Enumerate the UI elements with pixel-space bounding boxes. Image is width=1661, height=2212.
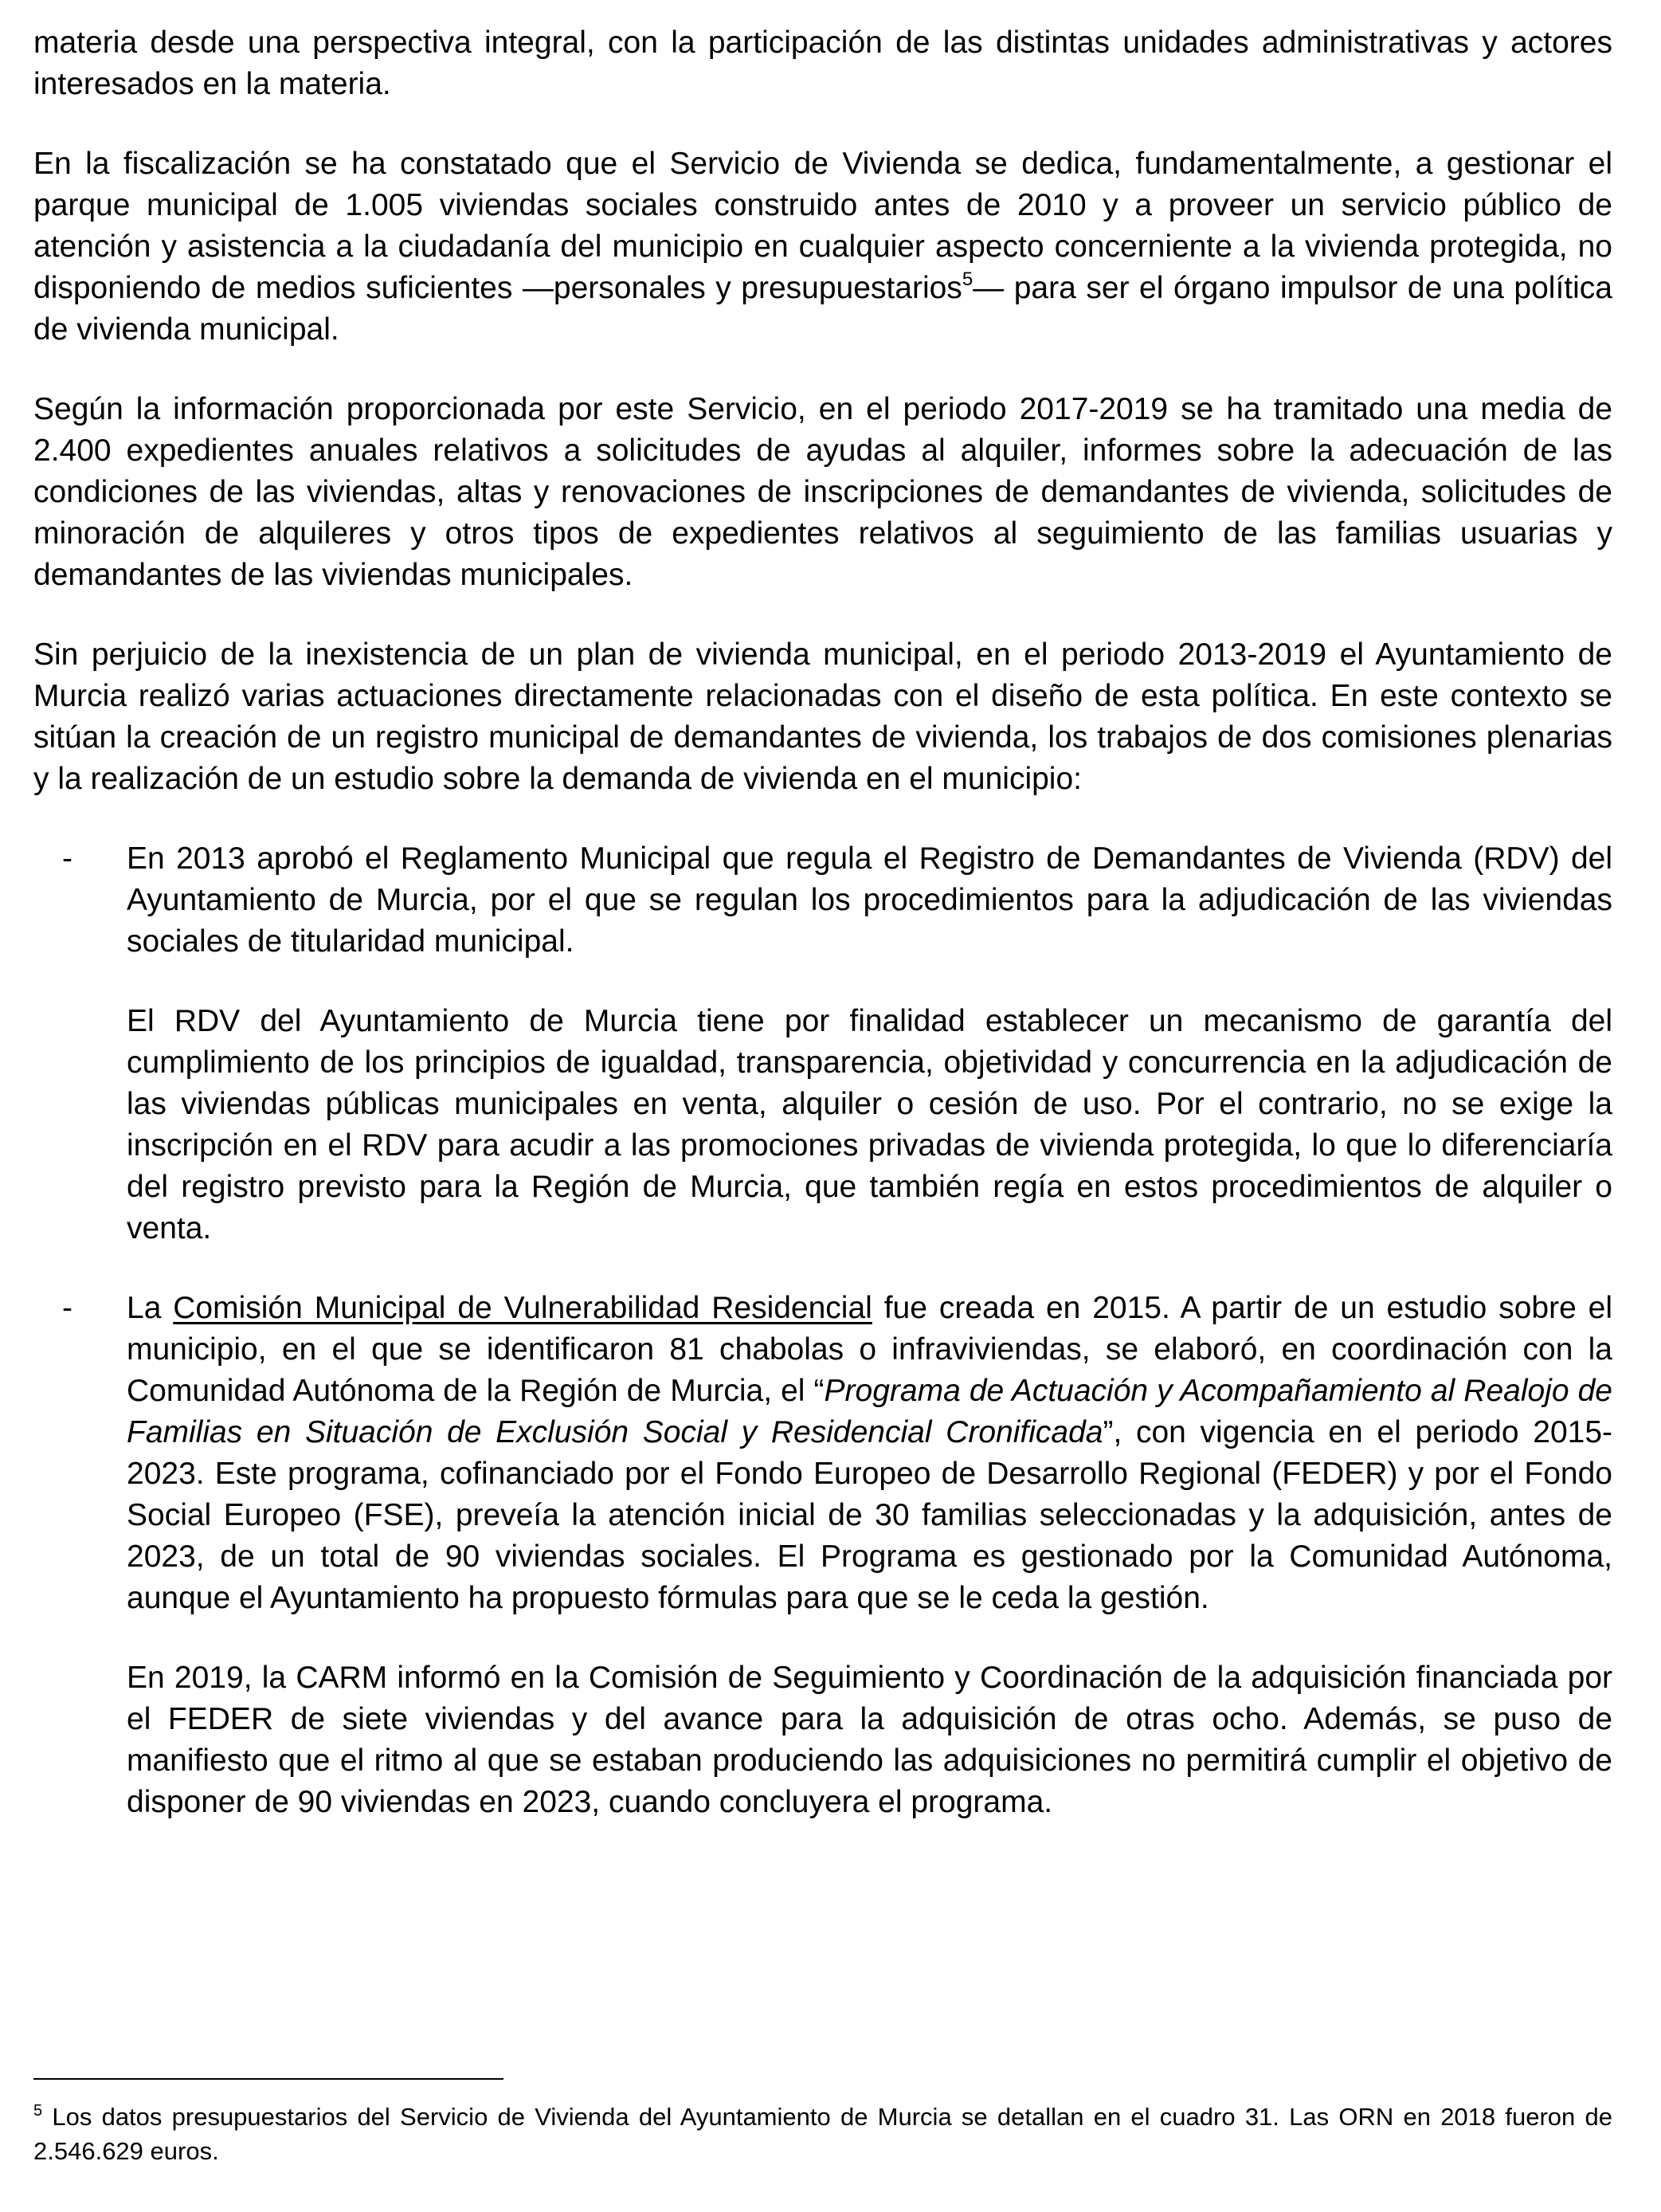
paragraph-4: Sin perjuicio de la inexistencia de un plan de vivienda municipal, en el periodo 2013-2019 el Ayuntamiento de Murcia realizó varias actuaciones directamente relacionadas con el diseño de esta política. En este contexto se sitúan la creación de un registro municipal de demandantes de vivienda, los trabajos de dos comisiones plenarias y la realización de un estudio sobre la demanda de vivienda en el municipio:: [33, 637, 1612, 796]
comision-link[interactable]: Comisión Municipal de Vulnerabilidad Residencial: [173, 1291, 872, 1325]
list-dash: -: [62, 1291, 72, 1325]
document-body: [33, 22, 1612, 1823]
list-item-comision-text: [127, 1288, 1612, 1619]
list-item-rdv: [33, 838, 1612, 1249]
list-item-comision-mid: fue creada en 2015. A partir de un estudio sobre el municipio, en el que se identificaron 81 chabolas o infraviviendas, se elaboró, en coordinación con la Comunidad Autónoma de la Región de Murcia, el “: [127, 1291, 1612, 1408]
list-item-rdv-continuation: El RDV del Ayuntamiento de Murcia tiene por finalidad establecer un mecanismo de garantía del cumplimiento de los principios de igualdad, transparencia, objetividad y concurrencia en la adjudicación de las viviendas públicas municipales en venta, alquiler o cesión de uso. Por el contrario, no se exige la inscripción en el RDV para acudir a las promociones privadas de vivienda protegida, lo que lo diferenciaría del registro previsto para la Región de Murcia, que también regía en estos procedimientos de alquiler o venta.: [127, 1004, 1612, 1245]
programa-title: Programa de Actuación y Acompañamiento al Realojo de Familias en Situación de Exclusión Social y Residencial Cronificada: [127, 1374, 1612, 1449]
paragraph-3: Según la información proporcionada por este Servicio, en el periodo 2017-2019 se ha tramitado una media de 2.400 expedientes anuales relativos a solicitudes de ayudas al alquiler, informes sobre la adecuación de las condiciones de las viviendas, altas y renovaciones de inscripciones de demandantes de vivienda, solicitudes de minoración de alquileres y otros tipos de expedientes relativos al seguimiento de las familias usuarias y demandantes de las viviendas municipales.: [33, 392, 1612, 592]
list-item-comision-continuation: En 2019, la CARM informó en la Comisión de Seguimiento y Coordinación de la adquisición financiada por el FEDER de siete viviendas y del avance para la adquisición de otras ocho. Además, se puso de manifiesto que el ritmo al que se estaban produciendo las adquisiciones no permitirá cumplir el objetivo de disponer de 90 viviendas en 2023, cuando concluyera el programa.: [127, 1661, 1612, 1819]
list-item-rdv-text: En 2013 aprobó el Reglamento Municipal que regula el Registro de Demandantes de Vivienda (RDV) del Ayuntamiento de Murcia, por el que se regulan los procedimientos para la adjudicación de las viviendas sociales de titularidad municipal.: [127, 841, 1612, 959]
paragraph-2-text: En la fiscalización se ha constatado que el Servicio de Vivienda se dedica, fundamentalmente, a gestionar el parque municipal de 1.005 viviendas sociales construido antes de 2010 y a proveer un servicio público de atención y asistencia a la ciudadanía del municipio en cualquier aspecto concerniente a la vivienda protegida, no disponiendo de medios suficientes —personales y presupuestarios: [33, 147, 1612, 305]
paragraph-2: [33, 143, 1612, 351]
paragraph-1: materia desde una perspectiva integral, con la participación de las distintas unidades administrativas y actores interesados en la materia.: [33, 25, 1612, 101]
list-item-comision: [33, 1288, 1612, 1823]
footnote-number: 5: [33, 2102, 43, 2120]
footnote-text: Los datos presupuestarios del Servicio de Vivienda del Ayuntamiento de Murcia se detallan en el cuadro 31. Las ORN en 2018 fueron de 2.546.629 euros.: [33, 2103, 1612, 2165]
footnote: [33, 2100, 1612, 2168]
list-item-comision-end: ”, con vigencia en el periodo 2015-2023. Este programa, cofinanciado por el Fondo Europeo de Desarrollo Regional (FEDER) y por el Fondo Social Europeo (FSE), preveía la atención inicial de 30 familias seleccionadas y la adquisición, antes de 2023, de un total de 90 viviendas sociales. El Programa es gestionado por la Comunidad Autónoma, aunque el Ayuntamiento ha propuesto fórmulas para que se le ceda la gestión.: [127, 1415, 1612, 1615]
list-item-comision-lead: La: [127, 1291, 174, 1325]
footnote-reference[interactable]: 5: [962, 269, 973, 290]
footnote-separator: [33, 2078, 503, 2080]
list-dash: -: [62, 841, 72, 876]
paragraph-2-text-end: — para ser el órgano impulsor de una política de vivienda municipal.: [33, 271, 1612, 347]
